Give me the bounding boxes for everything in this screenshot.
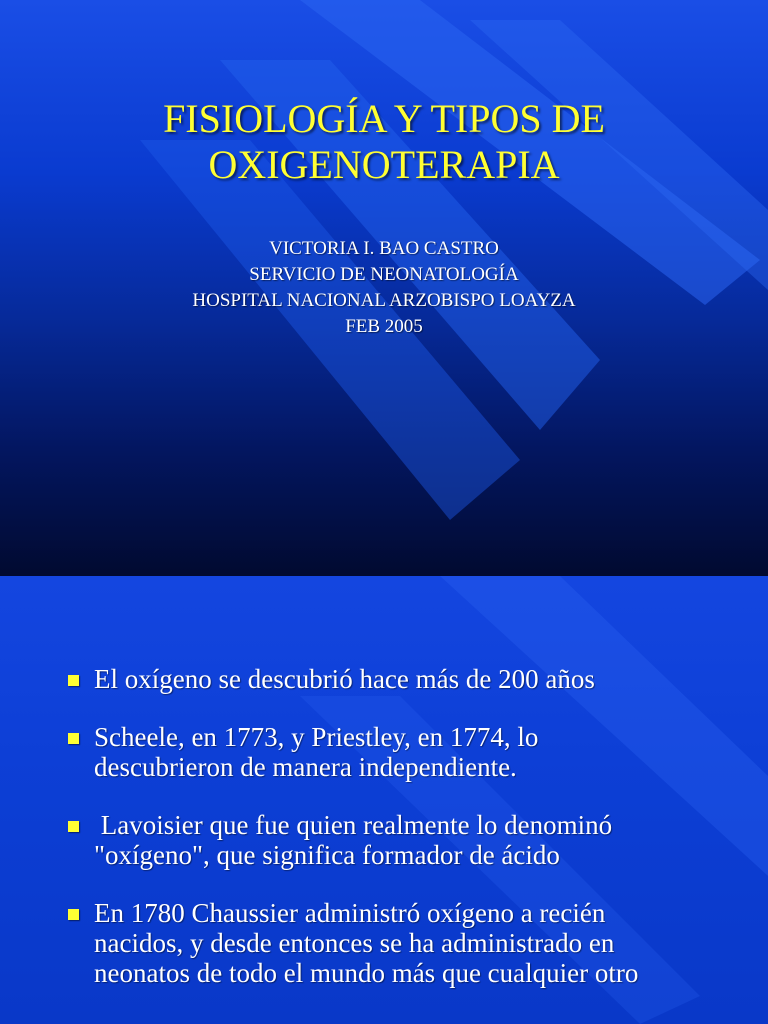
square-bullet-icon <box>68 821 79 832</box>
square-bullet-icon <box>68 909 79 920</box>
bullet-text: nacidos, y desde entonces se ha administrado en <box>94 928 615 958</box>
slide-subtitle <box>0 236 768 340</box>
bullet-list <box>66 664 756 1016</box>
bullet-text: Scheele, en 1773, y Priestley, en 1774, lo <box>94 722 539 752</box>
bullet-text: En 1780 Chaussier administró oxígeno a recién <box>94 898 606 928</box>
bullet-item <box>66 898 756 988</box>
title-line: FISIOLOGÍA Y TIPOS DE <box>163 96 605 141</box>
department: SERVICIO DE NEONATOLOGÍA <box>249 264 519 285</box>
bullet-item <box>66 810 756 870</box>
square-bullet-icon <box>68 675 79 686</box>
title-line: OXIGENOTERAPIA <box>208 142 560 187</box>
bullet-text: descubrieron de manera independiente. <box>94 752 517 782</box>
author-name: VICTORIA I. BAO CASTRO <box>269 238 499 259</box>
bullet-item <box>66 722 756 782</box>
bullet-item <box>66 664 756 694</box>
bullet-text: Lavoisier que fue quien realmente lo denominó <box>94 810 613 840</box>
hospital: HOSPITAL NACIONAL ARZOBISPO LOAYZA <box>192 290 576 311</box>
slide-title <box>0 96 768 188</box>
square-bullet-icon <box>68 733 79 744</box>
bullet-text: "oxígeno", que significa formador de ácido <box>94 840 560 870</box>
date: FEB 2005 <box>345 316 423 337</box>
bullet-text: El oxígeno se descubrió hace más de 200 años <box>94 664 595 694</box>
bullet-text: neonatos de todo el mundo más que cualquier otro <box>94 958 639 988</box>
